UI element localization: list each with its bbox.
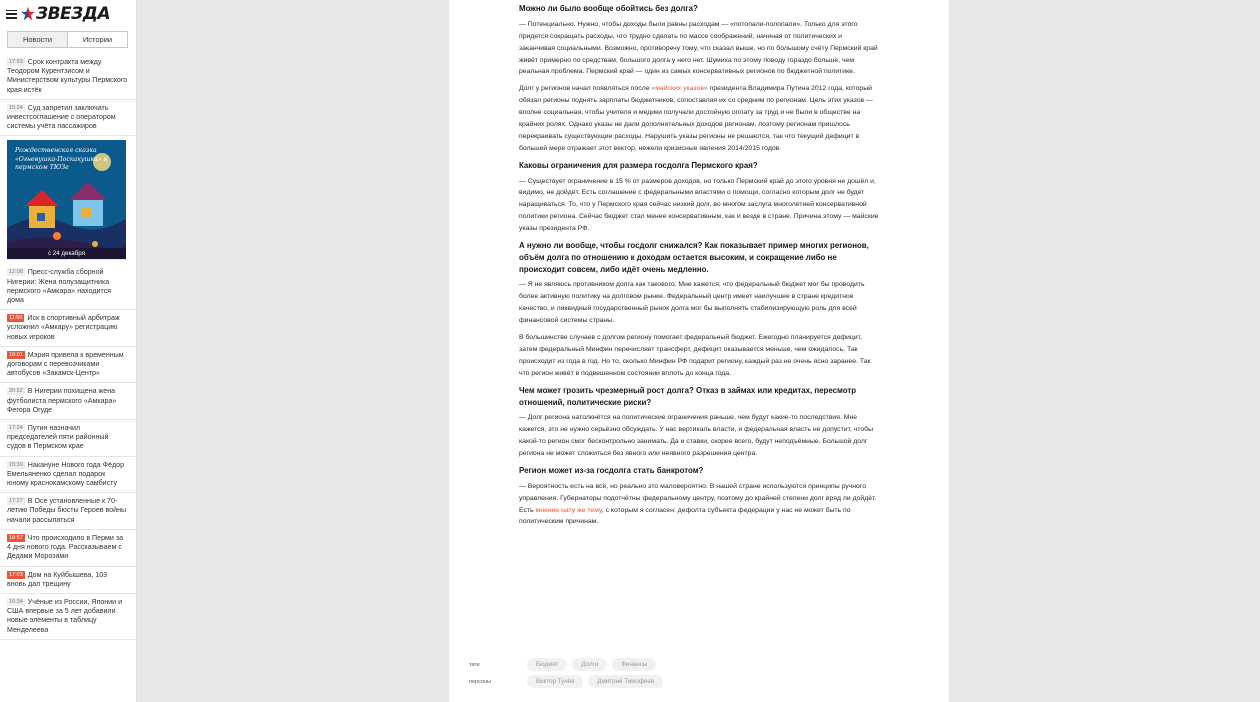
promo-banner[interactable] xyxy=(7,140,126,260)
promo-date: с 24 декабря xyxy=(7,248,126,259)
article-paragraph: — Вероятность есть на всё, но реально это маловероятно. В нашей стране используются принципы ручного управления. Губернаторы подотчётны федеральному центру, поэтому до крайней степени долг вряд ли дойдёт. Есть мнение нату же тему, с которым я согласен: дефолта субъекта федерации у нас не может быть по политическим причинам. xyxy=(519,482,877,526)
news-item[interactable] xyxy=(0,493,136,530)
article-paragraph: — Я не являюсь противником долга как такового. Мне кажется, что федеральный бюджет мог бы проводить более активную политику на долговом рынке. Федеральный центр имеет наилучшее в стране кредитное качество, и ликвидный государственный рынок долга мог бы выполнять стабилизирующую роль для всей финансовой системы страны. xyxy=(519,281,865,325)
article-body xyxy=(519,3,879,533)
news-title: Что происходило в Перми за 4 дня нового года. Рассказываем с Дедами Морозами xyxy=(7,533,124,561)
news-time: 15:24 xyxy=(9,104,23,111)
news-item[interactable] xyxy=(0,567,136,594)
article-paragraph: — Долг региона натолкнётся на политические ограничения раньше, чем будут какие-то последствия. Мне кажется, это не нужно серьёзно обсуждать. У нас вертикаль власти, и федеральная власть не допустит, чтобы какой-то регион смог бесконтрольно занимать. Да и ставки, скорее всего, будут неподъёмные. Большой долг региона не может сложиться без явного или неявного разрешения центра. xyxy=(519,414,874,458)
logo[interactable] xyxy=(21,4,110,24)
persons-row xyxy=(469,675,929,688)
news-list xyxy=(0,54,136,640)
news-title: Учёные из России, Японии и США впервые за 5 лет добавили новые элементы в таблицу Менделеева xyxy=(7,597,123,634)
article-question: Регион может из-за госдолга стать банкротом? xyxy=(519,465,704,475)
news-time: 11:50 xyxy=(9,315,23,322)
article-question: Можно ли было вообще обойтись без долга? xyxy=(519,4,698,13)
news-time: 17:03 xyxy=(9,571,23,578)
article-paragraph: — Существует ограничение в 15 % от размеров доходов, но только Пермский край до этого уровня не дошёл и, видимо, не дойдёт. Есть соглашение с федеральными властями о помощи, согласно которым долг не будет наращиваться. То, что у Пермского края сейчас низкий долг, во многом заслуга многолетней консервативной политики региона. Сейчас бюджет стал менее консервативным, как и везде в стране. Причина этому — майские указы президента РФ. xyxy=(519,177,879,233)
logo-text: ЗВЕЗДА xyxy=(36,4,111,24)
news-item[interactable] xyxy=(0,54,136,100)
tag-chip[interactable]: Долги xyxy=(572,658,607,671)
article-paragraph: В большинстве случаев с долгом региону помогает федеральный бюджет. Ежегодно планируется дефицит, затем федеральный Минфин перечисляет трансферт, дефицит оказывается меньше, чем ожидалось. Так происходит из года в год. Но то, сколько Минфин РФ подарит региону, каждый раз не очень ясно заранее. Так что регион живёт в подвешенном состоянии вплоть до конца года. xyxy=(519,334,871,377)
news-item[interactable] xyxy=(0,530,136,567)
news-time: 15:30 xyxy=(9,461,23,468)
tab-stories[interactable]: Истории xyxy=(82,35,113,44)
article-paragraph: — Потенциально. Нужно, чтобы доходы были равны расходам — «потопали-полопали». Только для этого придется сокращать расходы, что трудно сделать по массе соображений, начиная от политических и заканчивая социальными. Возможно, противоречу тому, что сказал выше, но по большому счёту Пермский край живёт примерно по средствам, большого долга у него нет. Шумиха по этому поводу гораздо больше, чем реальная проблема. Пермский край — один из самых консервативных регионов по бюджетной политике. xyxy=(519,20,878,76)
persons-label: персоны xyxy=(469,678,491,685)
news-title: Суд запретил заключать инвестсоглашение с оператором системы учёта пассажиров xyxy=(7,103,116,131)
star-logo-icon xyxy=(21,7,35,21)
news-time: 18:01 xyxy=(9,351,23,358)
tags-list xyxy=(527,658,661,671)
news-time: 17:24 xyxy=(9,425,23,432)
news-time: 16:34 xyxy=(9,598,23,605)
news-title: В Нигерии похищена жена футболиста пермского «Амкара» Фегора Огуде xyxy=(7,387,117,414)
news-title: Накануне Нового года Фёдор Емельяненко сделал подарок юному краснокамскому самбисту xyxy=(7,460,125,488)
news-item[interactable] xyxy=(0,100,136,137)
news-item[interactable] xyxy=(0,310,136,347)
article-link[interactable]: мнение нату же тему xyxy=(535,506,602,514)
news-time: 20:52 xyxy=(9,388,23,395)
news-item[interactable] xyxy=(0,457,136,494)
news-title: Иск в спортивный арбитраж усложнил «Амкару» регистрацию новых игроков xyxy=(7,314,120,341)
news-title: Срок контракта между Теодором Курентзисом и Министерством культуры Пермского края истёк xyxy=(7,58,128,94)
menu-icon[interactable] xyxy=(6,10,17,19)
news-title: Дом на Куйбышева, 103 вновь дал трещину xyxy=(7,570,108,588)
article-question: Каковы ограничения для размера госдолга Пермского края? xyxy=(519,160,758,170)
promo-title: Рождественская сказка «Огневушка-Поскакушка» в пермском ТЮЗе xyxy=(15,147,108,172)
news-item[interactable] xyxy=(0,383,136,420)
person-chip[interactable]: Дмитрий Тимофеев xyxy=(588,675,663,688)
article-question: А нужно ли вообще, чтобы госдолг снижался? Как показывает пример многих регионов, объём долга по отношению к доходам остается высоким, и сокращение либо не происходит совсем, либо идёт очень медленно. xyxy=(519,241,869,274)
news-title: Пресс-служба сборной Нигерии: Жена полузащитника пермского «Амкара» находится дома xyxy=(7,268,111,305)
sidebar xyxy=(0,0,137,702)
article-link[interactable]: «майских указов» xyxy=(651,85,708,93)
header xyxy=(0,0,136,28)
news-item[interactable] xyxy=(0,264,136,310)
tab-news[interactable]: Новости xyxy=(8,32,68,47)
news-item[interactable] xyxy=(0,594,136,640)
news-item[interactable] xyxy=(0,420,136,457)
article-question: Чем может грозить чрезмерный рост долга? Отказ в займах или кредитах, пересмотр отношений, политические риски? xyxy=(519,385,857,407)
news-title: Мэрия привела к временным договорам с перевозчиками автобусов «Закамск-Центр» xyxy=(7,350,124,378)
article-paragraph: Долг у регионов начал появляться после «майских указов» президента Владимира Путина 2012 года, который обязал регионы поднять зарплаты бюджетников, сопоставляя их со средним по регионам. Цель этих указов — вполне социальная, чтобы учителя и медики получали достойную оплату за труд и не были в обществе на крайних ролях. Однако указы не дали дополнительных доходов регионам, поэтому регионам пришлось перекраивать существующие расходы. Нарушить указы регионы не решаются, так что текущий дефицит в большей мере отражает этот вектор, нежели кризисные явления 2014/2015 годов. xyxy=(519,85,873,152)
news-time: 18:57 xyxy=(9,534,23,541)
news-tabs xyxy=(7,31,128,48)
news-item[interactable] xyxy=(0,347,136,384)
news-time: 12:08 xyxy=(9,269,23,276)
tags-label: теги xyxy=(469,661,480,668)
tag-chip[interactable]: Бюджет xyxy=(527,658,567,671)
persons-list xyxy=(527,675,668,688)
person-chip[interactable]: Виктор Тунёв xyxy=(527,675,583,688)
tag-chip[interactable]: Финансы xyxy=(612,658,656,671)
news-title: Путин назначил председателей пяти районный судов в Пермском крае xyxy=(7,424,109,451)
article xyxy=(449,0,949,702)
news-time: 17:53 xyxy=(9,59,23,65)
news-time: 17:27 xyxy=(9,498,23,505)
tags-row xyxy=(469,658,929,671)
news-title: В Осе установленные к 70-летию Победы бюсты Героев войны начали рассыпаться xyxy=(7,497,127,524)
